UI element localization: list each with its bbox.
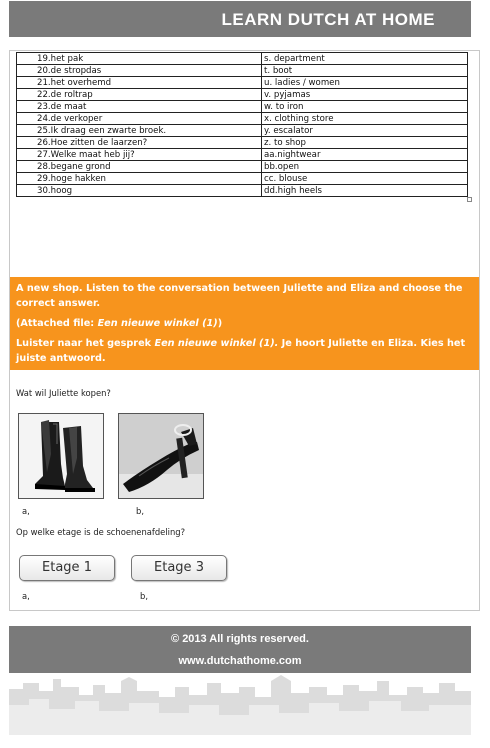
- question-2-text: Op welke etage is de schoenenafdeling?: [16, 527, 186, 537]
- intro-dutch-file: Een nieuwe winkel (1).: [154, 338, 279, 349]
- vocab-english-cell: s. department: [262, 53, 468, 65]
- vocab-dutch-cell: 24.de verkoper: [17, 113, 262, 125]
- lesson-content: [9, 50, 480, 611]
- question-2-option-b-label: b,: [140, 591, 148, 601]
- high-heel-shoe-photo[interactable]: [118, 413, 204, 499]
- city-skyline-decoration: [9, 675, 471, 735]
- attached-prefix: (Attached file:: [16, 318, 98, 329]
- vocab-dutch-cell: 28.begane grond: [17, 161, 262, 173]
- question-2-option-a-label: a,: [22, 591, 30, 601]
- vocab-row: [17, 89, 468, 101]
- attached-file-line: [16, 316, 473, 331]
- vocab-english-cell: x. clothing store: [262, 113, 468, 125]
- vocab-row: [17, 77, 468, 89]
- vocab-dutch-cell: 29.hoge hakken: [17, 173, 262, 185]
- vocabulary-table: [16, 52, 468, 197]
- site-title: LEARN DUTCH AT HOME: [221, 10, 435, 29]
- intro-dutch: [16, 336, 473, 366]
- vocab-row: [17, 185, 468, 197]
- exercise-instructions: [10, 277, 479, 370]
- website-link[interactable]: www.dutchathome.com: [178, 655, 302, 667]
- attached-suffix: ): [217, 318, 223, 329]
- vocab-english-cell: v. pyjamas: [262, 89, 468, 101]
- vocab-dutch-cell: 27.Welke maat heb jij?: [17, 149, 262, 161]
- vocab-english-cell: u. ladies / women: [262, 77, 468, 89]
- vocab-english-cell: y. escalator: [262, 125, 468, 137]
- question-1-text: Wat wil Juliette kopen?: [16, 388, 111, 398]
- vocab-english-cell: t. boot: [262, 65, 468, 77]
- boots-photo[interactable]: [18, 413, 104, 499]
- vocab-row: [17, 65, 468, 77]
- vocab-dutch-cell: 25.Ik draag een zwarte broek.: [17, 125, 262, 137]
- vocab-dutch-cell: 21.het overhemd: [17, 77, 262, 89]
- table-resize-handle[interactable]: [467, 197, 472, 202]
- vocab-row: [17, 149, 468, 161]
- vocab-dutch-cell: 20.de stropdas: [17, 65, 262, 77]
- intro-english: A new shop. Listen to the conversation between Juliette and Eliza and choose the correct answer.: [16, 283, 463, 309]
- etage-3-button[interactable]: Etage 3: [131, 555, 227, 581]
- etage-1-button[interactable]: Etage 1: [19, 555, 115, 581]
- vocab-dutch-cell: 23.de maat: [17, 101, 262, 113]
- vocab-dutch-cell: 30.hoog: [17, 185, 262, 197]
- vocab-english-cell: aa.nightwear: [262, 149, 468, 161]
- vocab-row: [17, 101, 468, 113]
- vocab-row: [17, 125, 468, 137]
- vocab-dutch-cell: 19.het pak: [17, 53, 262, 65]
- vocab-row: [17, 173, 468, 185]
- boots-image: [19, 414, 104, 499]
- header-banner: [9, 1, 471, 37]
- vocab-dutch-cell: 26.Hoe zitten de laarzen?: [17, 137, 262, 149]
- high-heel-shoe-image: [119, 414, 204, 499]
- vocab-row: [17, 161, 468, 173]
- question-1-option-a-label: a,: [22, 506, 30, 516]
- vocab-dutch-cell: 22.de roltrap: [17, 89, 262, 101]
- copyright-text: © 2013 All rights reserved.: [171, 633, 309, 645]
- vocab-row: [17, 113, 468, 125]
- attached-file-link[interactable]: Een nieuwe winkel (1): [97, 318, 218, 329]
- vocab-english-cell: dd.high heels: [262, 185, 468, 197]
- vocab-row: [17, 53, 468, 65]
- vocab-row: [17, 137, 468, 149]
- vocab-english-cell: z. to shop: [262, 137, 468, 149]
- intro-dutch-prefix: Luister naar het gesprek: [16, 338, 155, 349]
- question-1-option-b-label: b,: [136, 506, 144, 516]
- vocab-english-cell: cc. blouse: [262, 173, 468, 185]
- footer-bar: [9, 626, 471, 673]
- intro-dutch-suffix: Je hoort Juliette en Eliza. Kies het juiste antwoord.: [16, 338, 466, 364]
- vocab-english-cell: bb.open: [262, 161, 468, 173]
- vocab-english-cell: w. to iron: [262, 101, 468, 113]
